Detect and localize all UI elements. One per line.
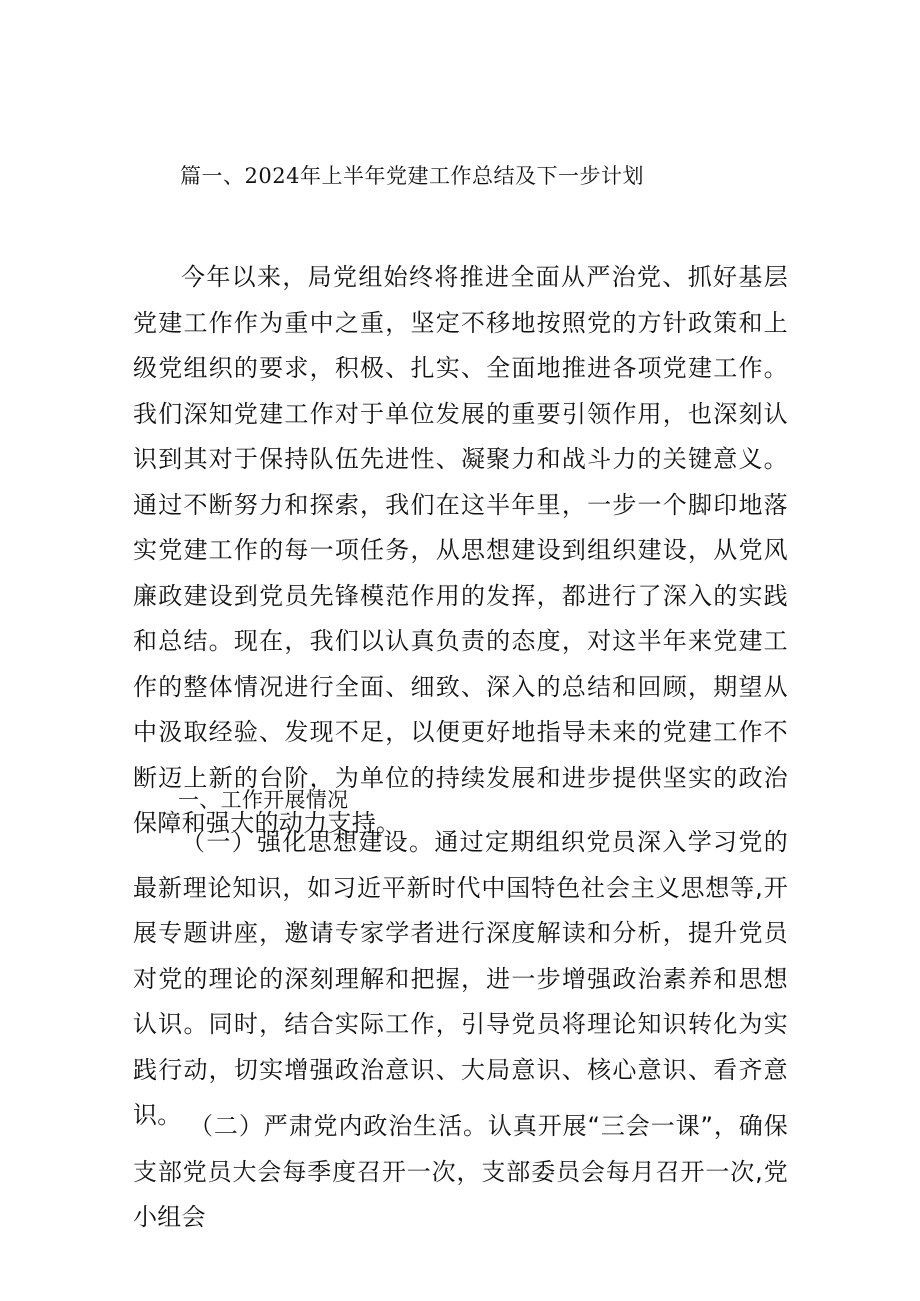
section-heading: 一、工作开展情况 bbox=[178, 788, 349, 812]
item-paragraph-2: （二）严肃党内政治生活。认真开展“三会一课”，确保支部党员大会每季度召开一次，支部委员会每月召开一次,党小组会 bbox=[133, 1112, 788, 1231]
intro-paragraph: 今年以来，局党组始终将推进全面从严治党、抓好基层党建工作作为重中之重，坚定不移地按照党的方针政策和上级党组织的要求，积极、扎实、全面地推进各项党建工作。我们深知党建工作对于单位发展的重要引领作用，也深刻认识到其对于保持队伍先进性、凝聚力和战斗力的关键意义。通过不断努力和探索，我们在这半年里，一步一个脚印地落实党建工作的每一项任务，从思想建设到组织建设，从党风廉政建设到党员先锋模范作用的发挥，都进行了深入的实践和总结。现在，我们以认真负责的态度，对这半年来党建工作的整体情况进行全面、细致、深入的总结和回顾，期望从中汲取经验、发现不足，以便更好地指导未来的党建工作不断迈上新的台阶，为单位的持续发展和进步提供坚实的政治保障和强大的动力支持。 bbox=[133, 263, 788, 837]
item-paragraph-1: （一）强化思想建设。通过定期组织党员深入学习党的最新理论知识，如习近平新时代中国特色社会主义思想等,开展专题讲座，邀请专家学者进行深度解读和分析，提升党员对党的理论的深刻理解和把握，进一步增强政治素养和思想认识。同时，结合实际工作，引导党员将理论知识转化为实践行动，切实增强政治意识、大局意识、核心意识、看齐意识。 bbox=[133, 828, 788, 1129]
document-title: 篇一、2024年上半年党建工作总结及下一步计划 bbox=[180, 164, 644, 188]
